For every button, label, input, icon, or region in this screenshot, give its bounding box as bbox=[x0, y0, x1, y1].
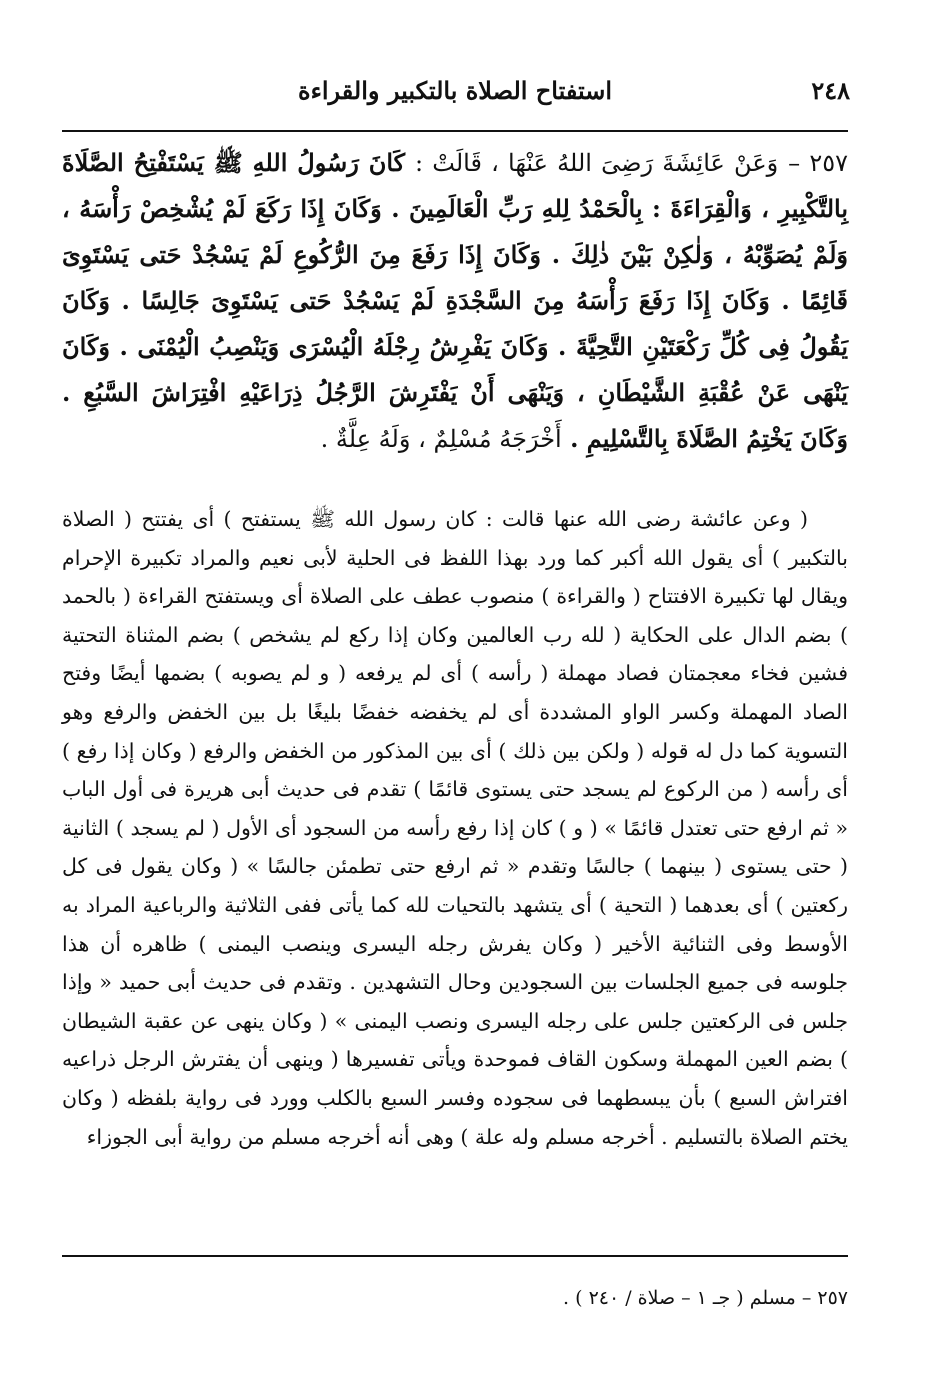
header-divider bbox=[62, 130, 848, 132]
hadith-number: ٢٥٧ – bbox=[788, 149, 848, 177]
footnote-divider bbox=[62, 1255, 848, 1257]
page-header bbox=[60, 76, 850, 116]
hadith-takhrij: أَخْرَجَهُ مُسْلِمٌ ، وَلَهُ عِلَّةٌ . bbox=[320, 425, 562, 453]
hadith-text bbox=[62, 140, 848, 462]
hadith-matn: كَانَ رَسُولُ اللهِ ﷺ يَسْتَفْتِحُ الصَّلَاةَ بِالتَّكْبِيرِ ، وَالْقِرَاءَةَ : بِالْحَمْدُ لِلهِ رَبِّ الْعَالَمِينَ . وَكَانَ إِذَا رَكَعَ لَمْ يُشْخِصْ رَأْسَهُ ، وَلَمْ يُصَوِّبْهُ ، وَلٰكِنْ بَيْنَ ذٰلِكَ . وَكَانَ إِذَا رَفَعَ مِنَ الرُّكُوعِ لَمْ يَسْجُدْ حَتى يَسْتَوِىَ قَائِمًا . وَكَانَ إِذَا رَفَعَ رَأْسَهُ مِنَ السَّجْدَةِ لَمْ يَسْجُدْ حَتى يَسْتَوِىَ جَالِسًا . وَكَانَ يَقُولُ فِى كُلِّ رَكْعَتَيْنِ التَّحِيَّةَ . وَكَانَ يَفْرِشُ رِجْلَهُ الْيُسْرَى وَيَنْصِبُ الْيُمْنَى . وَكَانَ يَنْهَى عَنْ عُقْبَةِ الشَّيْطَانِ ، وَيَنْهَى أَنْ يَفْتَرِشَ الرَّجُلُ ذِرَاعَيْهِ افْتِرَاشَ السَّبُعِ . وَكَانَ يَخْتِمُ الصَّلَاةَ بِالتَّسْلِيمِ . bbox=[62, 148, 848, 453]
commentary-paragraph: ( وعن عائشة رضى الله عنها قالت : كان رسول الله ﷺ يستفتح ) أى يفتتح ( الصلاة بالتكبير ) أى يقول الله أكبر كما ورد بهذا اللفظ فى الحلية لأبى نعيم والمراد تكبيرة الإحرام ويقال لها تكبيرة الافتتاح ( والقراءة ) منصوب عطف على الصلاة أى ويستفتح القراءة ( بالحمد ) بضم الدال على الحكاية ( لله رب العالمين وكان إذا ركع لم يشخص ) بضم المثناة التحتية فشين فخاء معجمتان فصاد مهملة ( رأسه ) أى لم يرفعه ( و لم يصوبه ) بضمها أيضًا وفتح الصاد المهملة وكسر الواو المشددة أى لم يخفضه خفضًا بليغًا بل بين الخفض والرفع وهو التسوية كما دل له قوله ( ولكن بين ذلك ) أى بين المذكور من الخفض والرفع ( وكان إذا رفع ) أى رأسه ( من الركوع لم يسجد حتى يستوى قائمًا ) تقدم فى حديث أبى هريرة فى أول الباب « ثم ارفع حتى تعتدل قائمًا » ( و ) كان إذا رفع رأسه من السجود أى الأول ( لم يسجد ) الثانية ( حتى يستوى ( بينهما ) جالسًا وتقدم « ثم ارفع حتى تطمئن جالسًا » ( وكان يقول فى كل ركعتين ) أى بعدهما ( التحية ) أى يتشهد بالتحيات لله كما يأتى ففى الثلاثية والرباعية المراد به الأوسط وفى الثنائية الأخير ( وكان يفرش رجله اليسرى وينصب اليمنى ) ظاهره أن هذا جلوسه فى جميع الجلسات بين السجودين وحال التشهدين . وتقدم فى حديث أبى حميد « وإذا جلس فى الركعتين جلس على رجله اليسرى ونصب اليمنى » ( وكان ينهى عن عقبة الشيطان ) بضم العين المهملة وسكون القاف فموحدة ويأتى تفسيرها ( وينهى أن يفترش الرجل ذراعيه افتراش السبع ) بأن يبسطهما فى سجوده وفسر السبع بالكلب وورد فى رواية بلفظه ( وكان يختم الصلاة بالتسليم . أخرجه مسلم وله علة ) وهى أنه أخرجه مسلم من رواية أبى الجوزاء bbox=[62, 507, 848, 1149]
page-number: ٢٤٨ bbox=[811, 76, 850, 105]
running-title: استفتاح الصلاة بالتكبير والقراءة bbox=[298, 76, 612, 105]
hadith-narration: وَعَنْ عَائِشَةَ رَضِىَ اللهُ عَنْهَا ، قَالَتْ : bbox=[415, 149, 779, 177]
footnote: ٢٥٧ – مسلم ( جـ ١ – صلاة / ٢٤٠ ) . bbox=[563, 1287, 848, 1309]
